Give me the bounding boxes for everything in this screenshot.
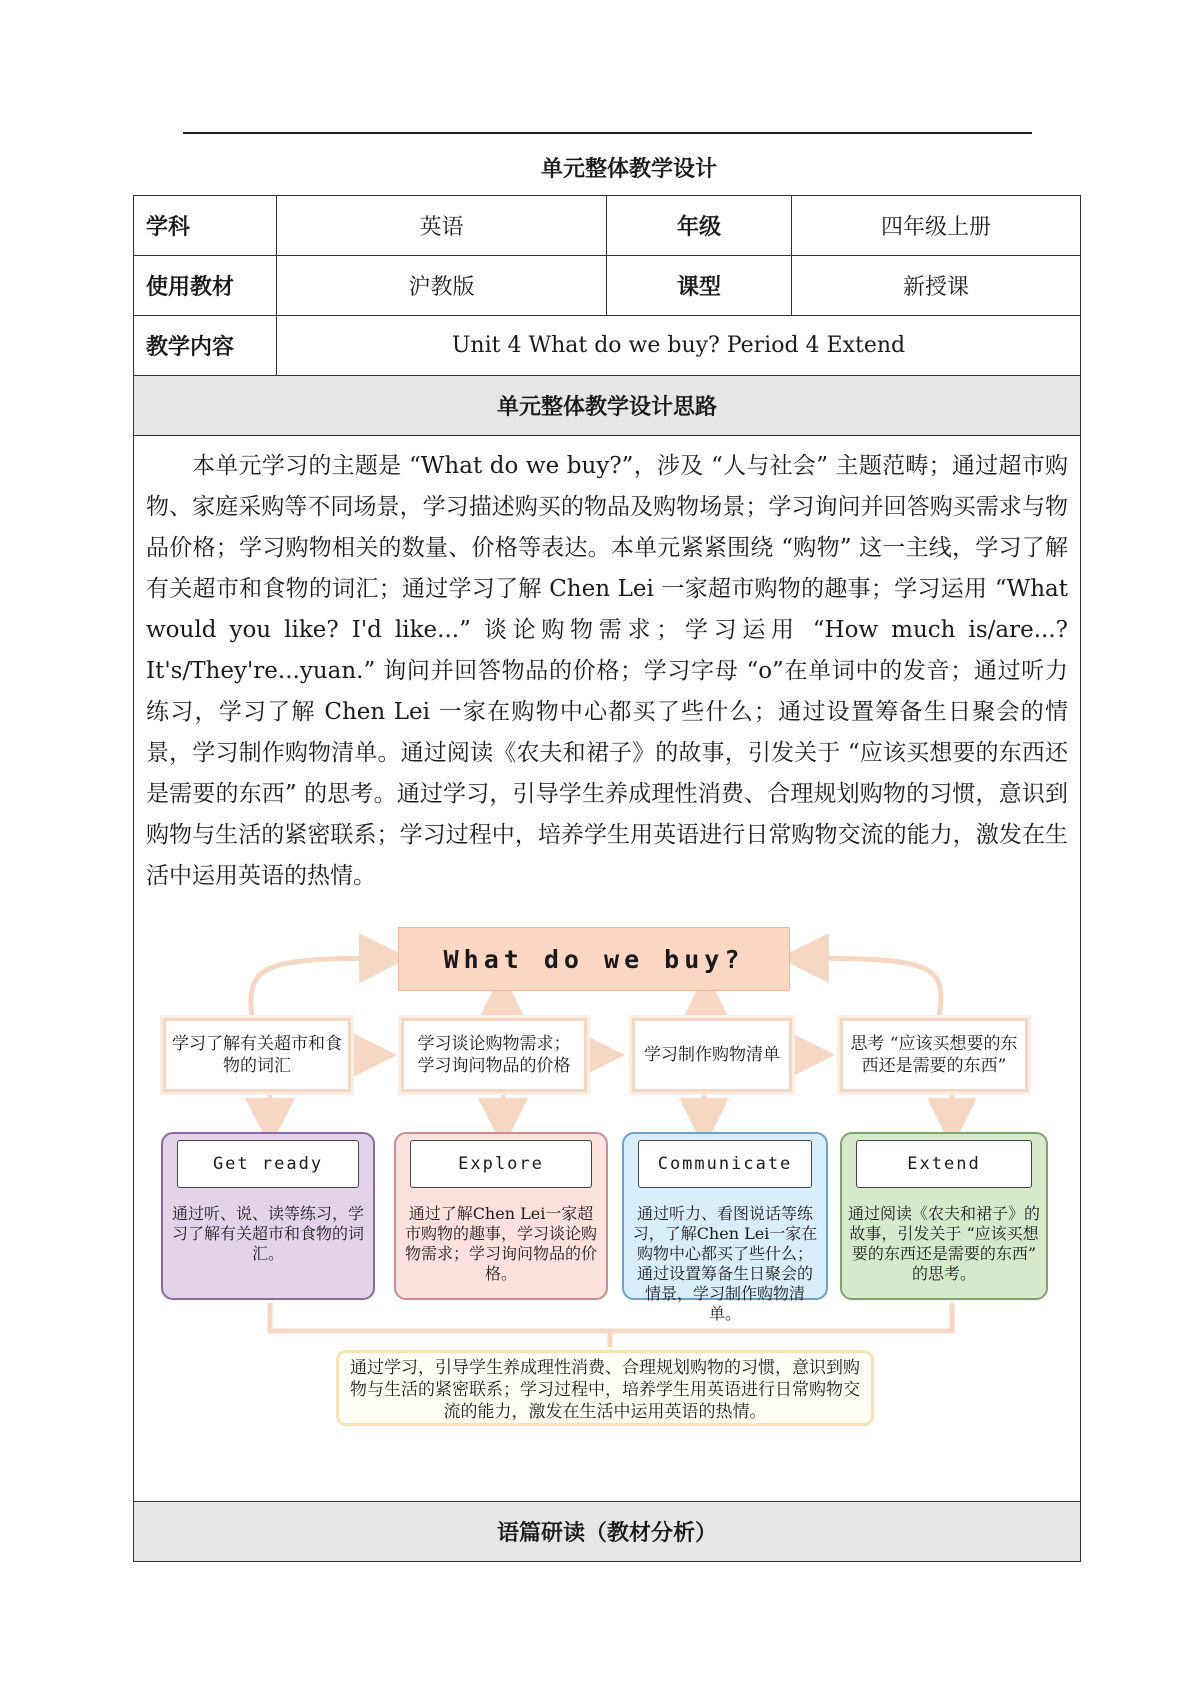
grade-value: 四年级上册: [792, 196, 1081, 256]
table-row: [134, 196, 1081, 256]
phase-title: Communicate: [638, 1140, 812, 1188]
document-title: 单元整体教学设计: [540, 157, 717, 182]
content-label: 教学内容: [134, 316, 277, 376]
table-row: [134, 1502, 1081, 1562]
phase-title: Extend: [856, 1140, 1032, 1188]
table-row: [134, 436, 1081, 1502]
lesson-plan-table: [133, 195, 1081, 1562]
unit-flow-diagram: [134, 901, 1079, 1501]
step-vocabulary: 学习了解有关超市和食物的词汇: [163, 1018, 351, 1092]
phase-text: 通过听、说、读等练习，学习了解有关超市和食物的词汇。: [171, 1204, 364, 1263]
analysis-heading: 语篇研读（教材分析）: [134, 1502, 1081, 1562]
textbook-label: 使用教材: [134, 256, 277, 316]
diagram-summary: 通过学习，引导学生养成理性消费、合理规划购物的习惯，意识到购物与生活的紧密联系；学习过程中，培养学生用英语进行日常购物交流的能力，激发在生活中运用英语的热情。: [336, 1350, 874, 1426]
step-needs-prices: 学习谈论购物需求；学习询问物品的价格: [401, 1018, 587, 1092]
step-shopping-list: 学习制作购物清单: [632, 1018, 792, 1092]
phase-explore: [394, 1132, 608, 1300]
phase-communicate: [622, 1132, 828, 1323]
subject-value: 英语: [277, 196, 607, 256]
diagram-main-title: What do we buy?: [398, 927, 790, 991]
content-value: Unit 4 What do we buy? Period 4 Extend: [277, 316, 1081, 376]
lesson-type-label: 课型: [607, 256, 792, 316]
table-row: [134, 256, 1081, 316]
header-rule: [183, 132, 1032, 134]
phase-extend: [840, 1132, 1048, 1300]
lesson-type-value: 新授课: [792, 256, 1081, 316]
design-body: [134, 436, 1081, 1502]
phase-get-ready: [161, 1132, 375, 1300]
step-wants-needs: 思考 “应该买想要的东西还是需要的东西”: [840, 1018, 1028, 1092]
phase-text: 通过听力、看图说话等练习，了解Chen Lei一家在购物中心都买了些什么；通过设置筹备生日聚会的情景，学习制作购物清单。: [632, 1204, 818, 1323]
phase-text: 通过了解Chen Lei一家超市购物的趣事，学习谈论购物需求；学习询问物品的价格。: [404, 1204, 597, 1283]
phase-title: Get ready: [177, 1140, 359, 1188]
table-row: [134, 376, 1081, 436]
design-heading: 单元整体教学设计思路: [134, 376, 1081, 436]
phase-text: 通过阅读《农夫和裙子》的故事，引发关于 “应该买想要的东西还是需要的东西” 的思考。: [848, 1204, 1041, 1283]
phase-title: Explore: [410, 1140, 592, 1188]
textbook-value: 沪教版: [277, 256, 607, 316]
grade-label: 年级: [607, 196, 792, 256]
design-paragraph: 本单元学习的主题是 “What do we buy?”，涉及 “人与社会” 主题范畴；通过超市购物、家庭采购等不同场景，学习描述购买的物品及购物场景；学习询问并回答购买需求与物品价格；学习购物相关的数量、价格等表达。本单元紧紧围绕 “购物” 这一主线，学习了解有关超市和食物的词汇；通过学习了解 Chen Lei 一家超市购物的趣事；学习运用 “What would you like? I'd like...” 谈论购物需求；学习运用 “How much is/are...? It's/They're...yuan.” 询问并回答物品的价格；学习字母 “o”在单词中的发音；通过听力练习，学习了解 Chen Lei 一家在购物中心都买了些什么；通过设置筹备生日聚会的情景，学习制作购物清单。通过阅读《农夫和裙子》的故事，引发关于 “应该买想要的东西还是需要的东西” 的思考。通过学习，引导学生养成理性消费、合理规划购物的习惯，意识到购物与生活的紧密联系；学习过程中，培养学生用英语进行日常购物交流的能力，激发在生活中运用英语的热情。: [146, 453, 1068, 889]
table-row: [134, 316, 1081, 376]
subject-label: 学科: [134, 196, 277, 256]
